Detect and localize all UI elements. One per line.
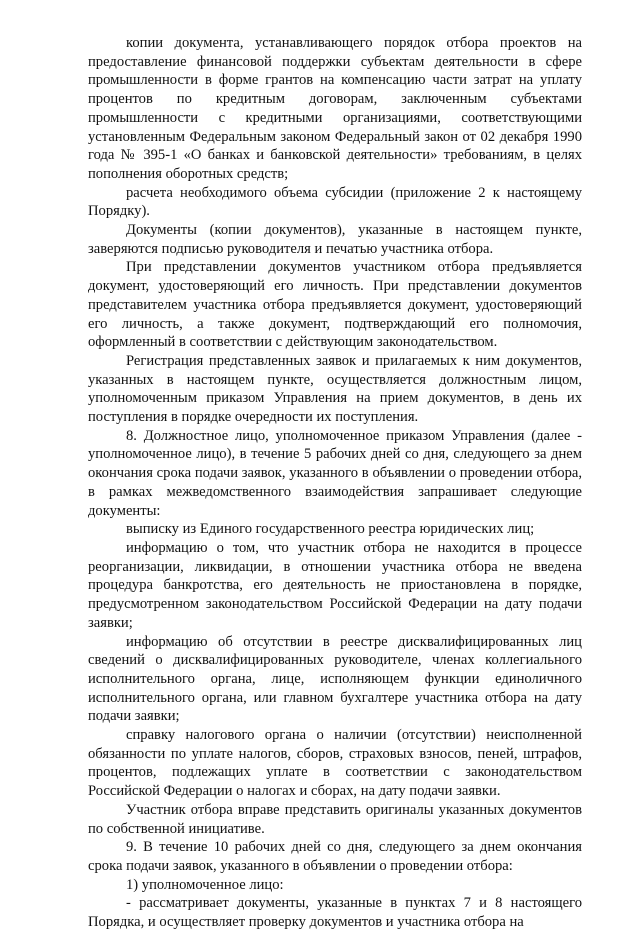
document-page xyxy=(88,34,582,932)
paragraph-originals: Участник отбора вправе представить оригиналы указанных документов по собственной инициативе. xyxy=(88,801,582,837)
paragraph-subsidy-calculation: расчета необходимого объема субсидии (приложение 2 к настоящему Порядку). xyxy=(88,184,582,220)
paragraph-item-8: 8. Должностное лицо, уполномоченное приказом Управления (далее - уполномоченное лицо), в течение 5 рабочих дней со дня, следующего за днем окончания срока подачи заявок, указанного в объявлении о проведении отбора, в рамках межведомственного взаимодействия запрашивает следующие документы: xyxy=(88,427,582,519)
paragraph-identity: При представлении документов участником отбора предъявляется документ, удостоверяющий его личность. При представлении документов представителем участника отбора предъявляется документ, удостоверяющий его личность, а также документ, подтверждающий его полномочия, оформленный в соответствии с действующим законодательством. xyxy=(88,259,582,351)
paragraph-item-9-1: 1) уполномоченное лицо: xyxy=(126,876,284,893)
paragraph-item-9-1-review: - рассматривает документы, указанные в пунктах 7 и 8 настоящего Порядка, и осуществляет проверку документов и участника отбора на xyxy=(88,895,582,931)
paragraph-disqualified-info: информацию об отсутствии в реестре дисквалифицированных лиц сведений о дисквалифицированных руководителе, членах коллегиального исполнительного органа, лице, исполняющем функции единоличного исполнительного органа, или главном бухгалтере участника отбора на дату подачи заявки; xyxy=(88,633,582,725)
paragraph-certification: Документы (копии документов), указанные в настоящем пункте, заверяются подписью руководителя и печатью участника отбора. xyxy=(88,222,582,257)
paragraph-registration: Регистрация представленных заявок и прилагаемых к ним документов, указанных в настоящем пункте, осуществляется должностным лицом, уполномоченным приказом Управления на прием документов, в день их поступления в порядке очередности их поступления. xyxy=(88,352,582,426)
paragraph-reorganization-info: информацию о том, что участник отбора не находится в процессе реорганизации, ликвидации, в отношении участника отбора не введена процедура банкротства, его деятельность не приостановлена в порядке, предусмотренном законодательством Российской Федерации на дату подачи заявки; xyxy=(88,539,582,631)
paragraph-document-copies: копии документа, устанавливающего порядок отбора проектов на предоставление финансовой поддержки субъектам деятельности в сфере промышленности в форме грантов на компенсацию части затрат на уплату процентов по кредитным договорам, заключенным субъектами промышленности с кредитными организациями, соответствующими установленным Федеральным законом Федеральный закон от 02 декабря 1990 года № 395-1 «О банках и банковской деятельности» требованиям, в целях пополнения оборотных средств; xyxy=(88,35,582,182)
paragraph-tax-certificate: справку налогового органа о наличии (отсутствии) неисполненной обязанности по уплате налогов, сборов, страховых взносов, пеней, штрафов, процентов, подлежащих уплате в соответствии с законодательством Российской Федерации о налогах и сборах, на дату подачи заявки. xyxy=(88,727,582,800)
paragraph-item-9: 9. В течение 10 рабочих дней со дня, следующего за днем окончания срока подачи заявок, указанного в объявлении о проведении отбора: xyxy=(88,839,582,874)
paragraph-register-extract: выписку из Единого государственного реестра юридических лиц; xyxy=(126,521,535,538)
